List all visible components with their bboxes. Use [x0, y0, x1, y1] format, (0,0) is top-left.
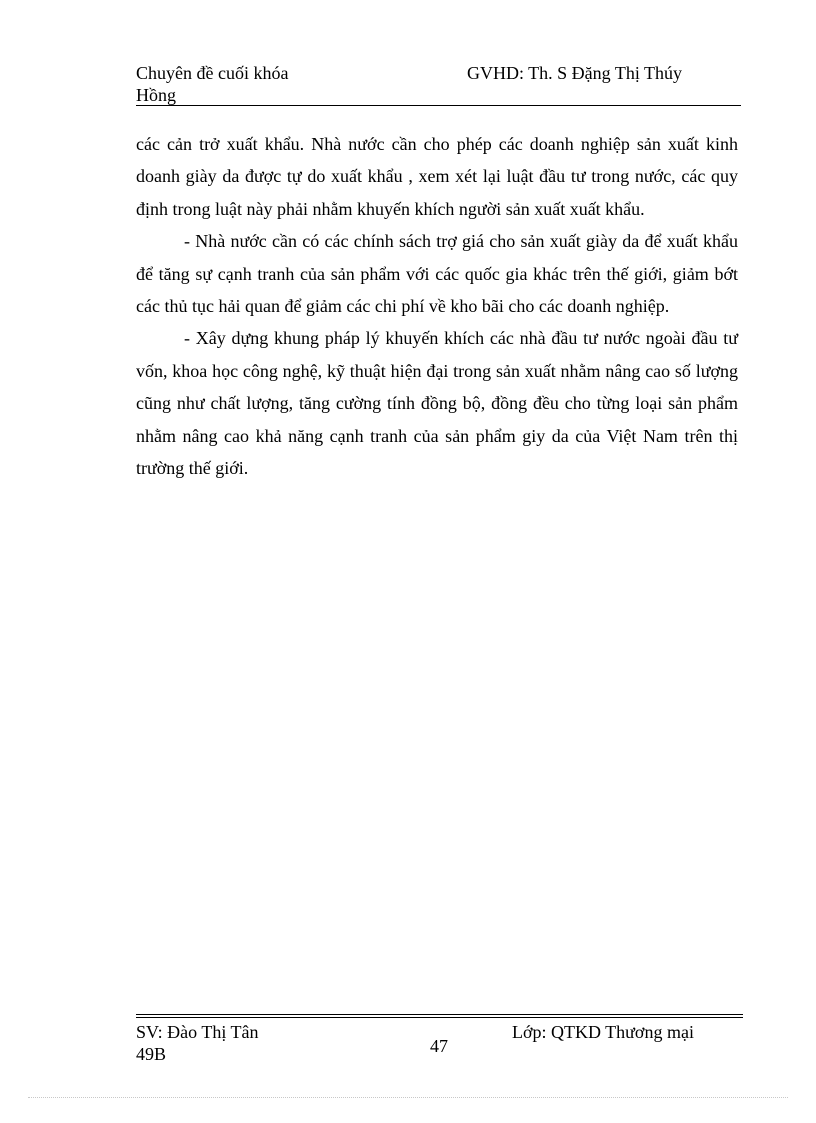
page-header — [136, 62, 740, 106]
document-body — [136, 128, 738, 484]
footer-divider-thin — [136, 1014, 743, 1015]
footer-student — [136, 1021, 336, 1065]
page-bottom-edge — [28, 1097, 788, 1098]
header-left — [136, 62, 336, 106]
footer-divider-thick — [136, 1017, 743, 1018]
header-course-title-continued: Hồng — [136, 85, 176, 105]
footer-class: Lớp: QTKD Thương mại — [512, 1022, 694, 1042]
page-number: 47 — [430, 1036, 448, 1056]
body-paragraph-2: - Nhà nước cần có các chính sách trợ giá cho sản xuất giày da để xuất khẩu để tăng sự cạnh tranh của sản phẩm với các quốc gia khác trên thế giới, giảm bớt các thủ tục hải quan để giảm các chi phí về kho bãi cho các doanh nghiệp. — [136, 231, 738, 317]
footer-student-name-continued: 49B — [136, 1044, 167, 1064]
footer-student-name: SV: Đào Thị Tân — [136, 1022, 259, 1042]
body-paragraph-3: - Xây dựng khung pháp lý khuyến khích các nhà đầu tư nước ngoài đầu tư vốn, khoa học công nghệ, kỹ thuật hiện đại trong sản xuất nhằm nâng cao số lượng cũng như chất lượng, tăng cường tính đồng bộ, đồng đều cho từng loại sản phẩm nhằm nâng cao khả năng cạnh tranh của sản phẩm giy da của Việt Nam trên thị trường thế giới. — [136, 328, 738, 479]
header-course-title: Chuyên đề cuối khóa — [136, 63, 289, 83]
header-divider — [136, 105, 741, 106]
header-supervisor: GVHD: Th. S Đặng Thị Thúy — [467, 63, 683, 83]
body-paragraph-1: các cản trở xuất khẩu. Nhà nước cần cho phép các doanh nghiệp sản xuất kinh doanh giày da được tự do xuất khẩu , xem xét lại luật đầu tư trong nước, các quy định trong luật này phải nhằm khuyến khích người sản xuất xuất khẩu. — [136, 134, 738, 219]
